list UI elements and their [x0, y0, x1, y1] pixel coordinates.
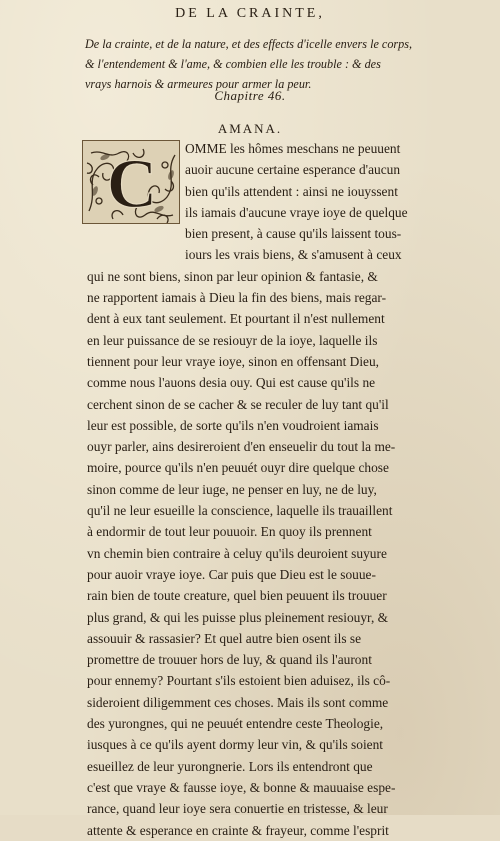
body-line: auoir aucune certaine esperance d'aucun — [185, 162, 401, 178]
body-line: attente & esperance en crainte & frayeur, comme l'esprit — [87, 822, 389, 838]
running-head: DE LA CRAINTE, — [175, 6, 325, 21]
body-line: OMME les hômes meschans ne peuuent — [185, 141, 401, 156]
body-line: moire, pource qu'ils n'en peuuét ouyr dire quelque chose — [87, 460, 389, 476]
body-line: iusques à ce qu'ils ayent dormy leur vin, & qu'ils soient — [87, 737, 384, 753]
chapter-title-line: vrays harnois & armeures pour armer la peur. — [85, 77, 312, 91]
body-line: bien qu'ils attendent : ainsi ne iouyssent — [185, 183, 398, 199]
body-line: esueillez de leur yurongnerie. Lors ils entendront que — [87, 758, 373, 774]
body-line: rance, quand leur ioye sera conuertie en tristesse, & leur — [87, 801, 388, 817]
body-line: assouuir & rassasier? Et quel autre bien osent ils se — [87, 630, 362, 646]
body-line: pour auoir vraye ioye. Car puis que Dieu est le souue- — [87, 566, 376, 582]
body-line: en leur puissance de se resiouyr de la ioye, laquelle ils — [87, 332, 378, 348]
body-line: dent à eux tant seulement. Et pourtant il n'est nullement — [87, 311, 385, 327]
body-line: bien present, à cause qu'ils laissent tous- — [185, 226, 402, 242]
chapter-number: Chapitre 46. — [214, 88, 286, 103]
body-line: rain bien de toute creature, quel bien peuuent ils trouuer — [87, 588, 387, 604]
body-line: vn chemin bien contraire à celuy qu'ils deuroient suyure — [87, 545, 387, 561]
body-line: qu'il ne leur esueille la conscience, laquelle ils trauaillent — [87, 503, 393, 519]
body-line: sideroient diligemment ces choses. Mais ils sont comme — [87, 694, 389, 710]
body-line: pour ennemy? Pourtant s'ils estoient bien aduisez, ils cô- — [87, 673, 391, 689]
body-line: cerchent sinon de se cacher & se reculer de luy tant qu'il — [87, 396, 389, 412]
body-line: ils iamais d'aucune vraye ioye de quelque — [185, 204, 408, 220]
body-line: iours les vrais biens, & s'amusent à ceux — [185, 247, 402, 263]
body-line: comme nous l'auons desia ouy. Qui est cause qu'ils ne — [87, 375, 376, 391]
body-text — [87, 138, 465, 841]
chapter-title-line: De la crainte, et de la nature, et des effects d'icelle envers le corps, — [85, 37, 413, 51]
body-line: c'est que vraye & fausse ioye, & bonne & mauuaise espe- — [87, 779, 396, 795]
body-line: qui ne sont biens, sinon par leur opinion & fantasie, & — [87, 268, 378, 284]
body-line: promettre de trouuer hors de luy, & quand ils l'auront — [87, 652, 372, 668]
body-line: ne rapportent iamais à Dieu la fin des biens, mais regar- — [87, 290, 387, 306]
body-line: ouyr parler, ains desireroient d'en enseuelir du tout la me- — [87, 439, 396, 455]
body-line: sinon comme de leur iuge, ne penser en luy, ne de luy, — [87, 481, 377, 497]
speaker-heading: AMANA. — [217, 121, 283, 136]
body-line: à endormir de tout leur pouuoir. En quoy ils prennent — [87, 524, 372, 540]
body-line: leur est possible, de sorte qu'ils n'en voudroient iamais — [87, 417, 379, 433]
initial-letter: C — [106, 146, 158, 223]
chapter-title-line: & l'entendement & l'ame, & combien elle les trouble : & des — [85, 57, 381, 71]
body-line: plus grand, & qui les puisse plus pleinement resiouyr, & — [87, 609, 389, 625]
body-line: des yurongnes, qui ne peuuét entendre ceste Theologie, — [87, 716, 384, 732]
body-line: tiennent pour leur vraye ioye, sinon en offensant Dieu, — [87, 353, 380, 369]
chapter-title — [85, 34, 465, 94]
